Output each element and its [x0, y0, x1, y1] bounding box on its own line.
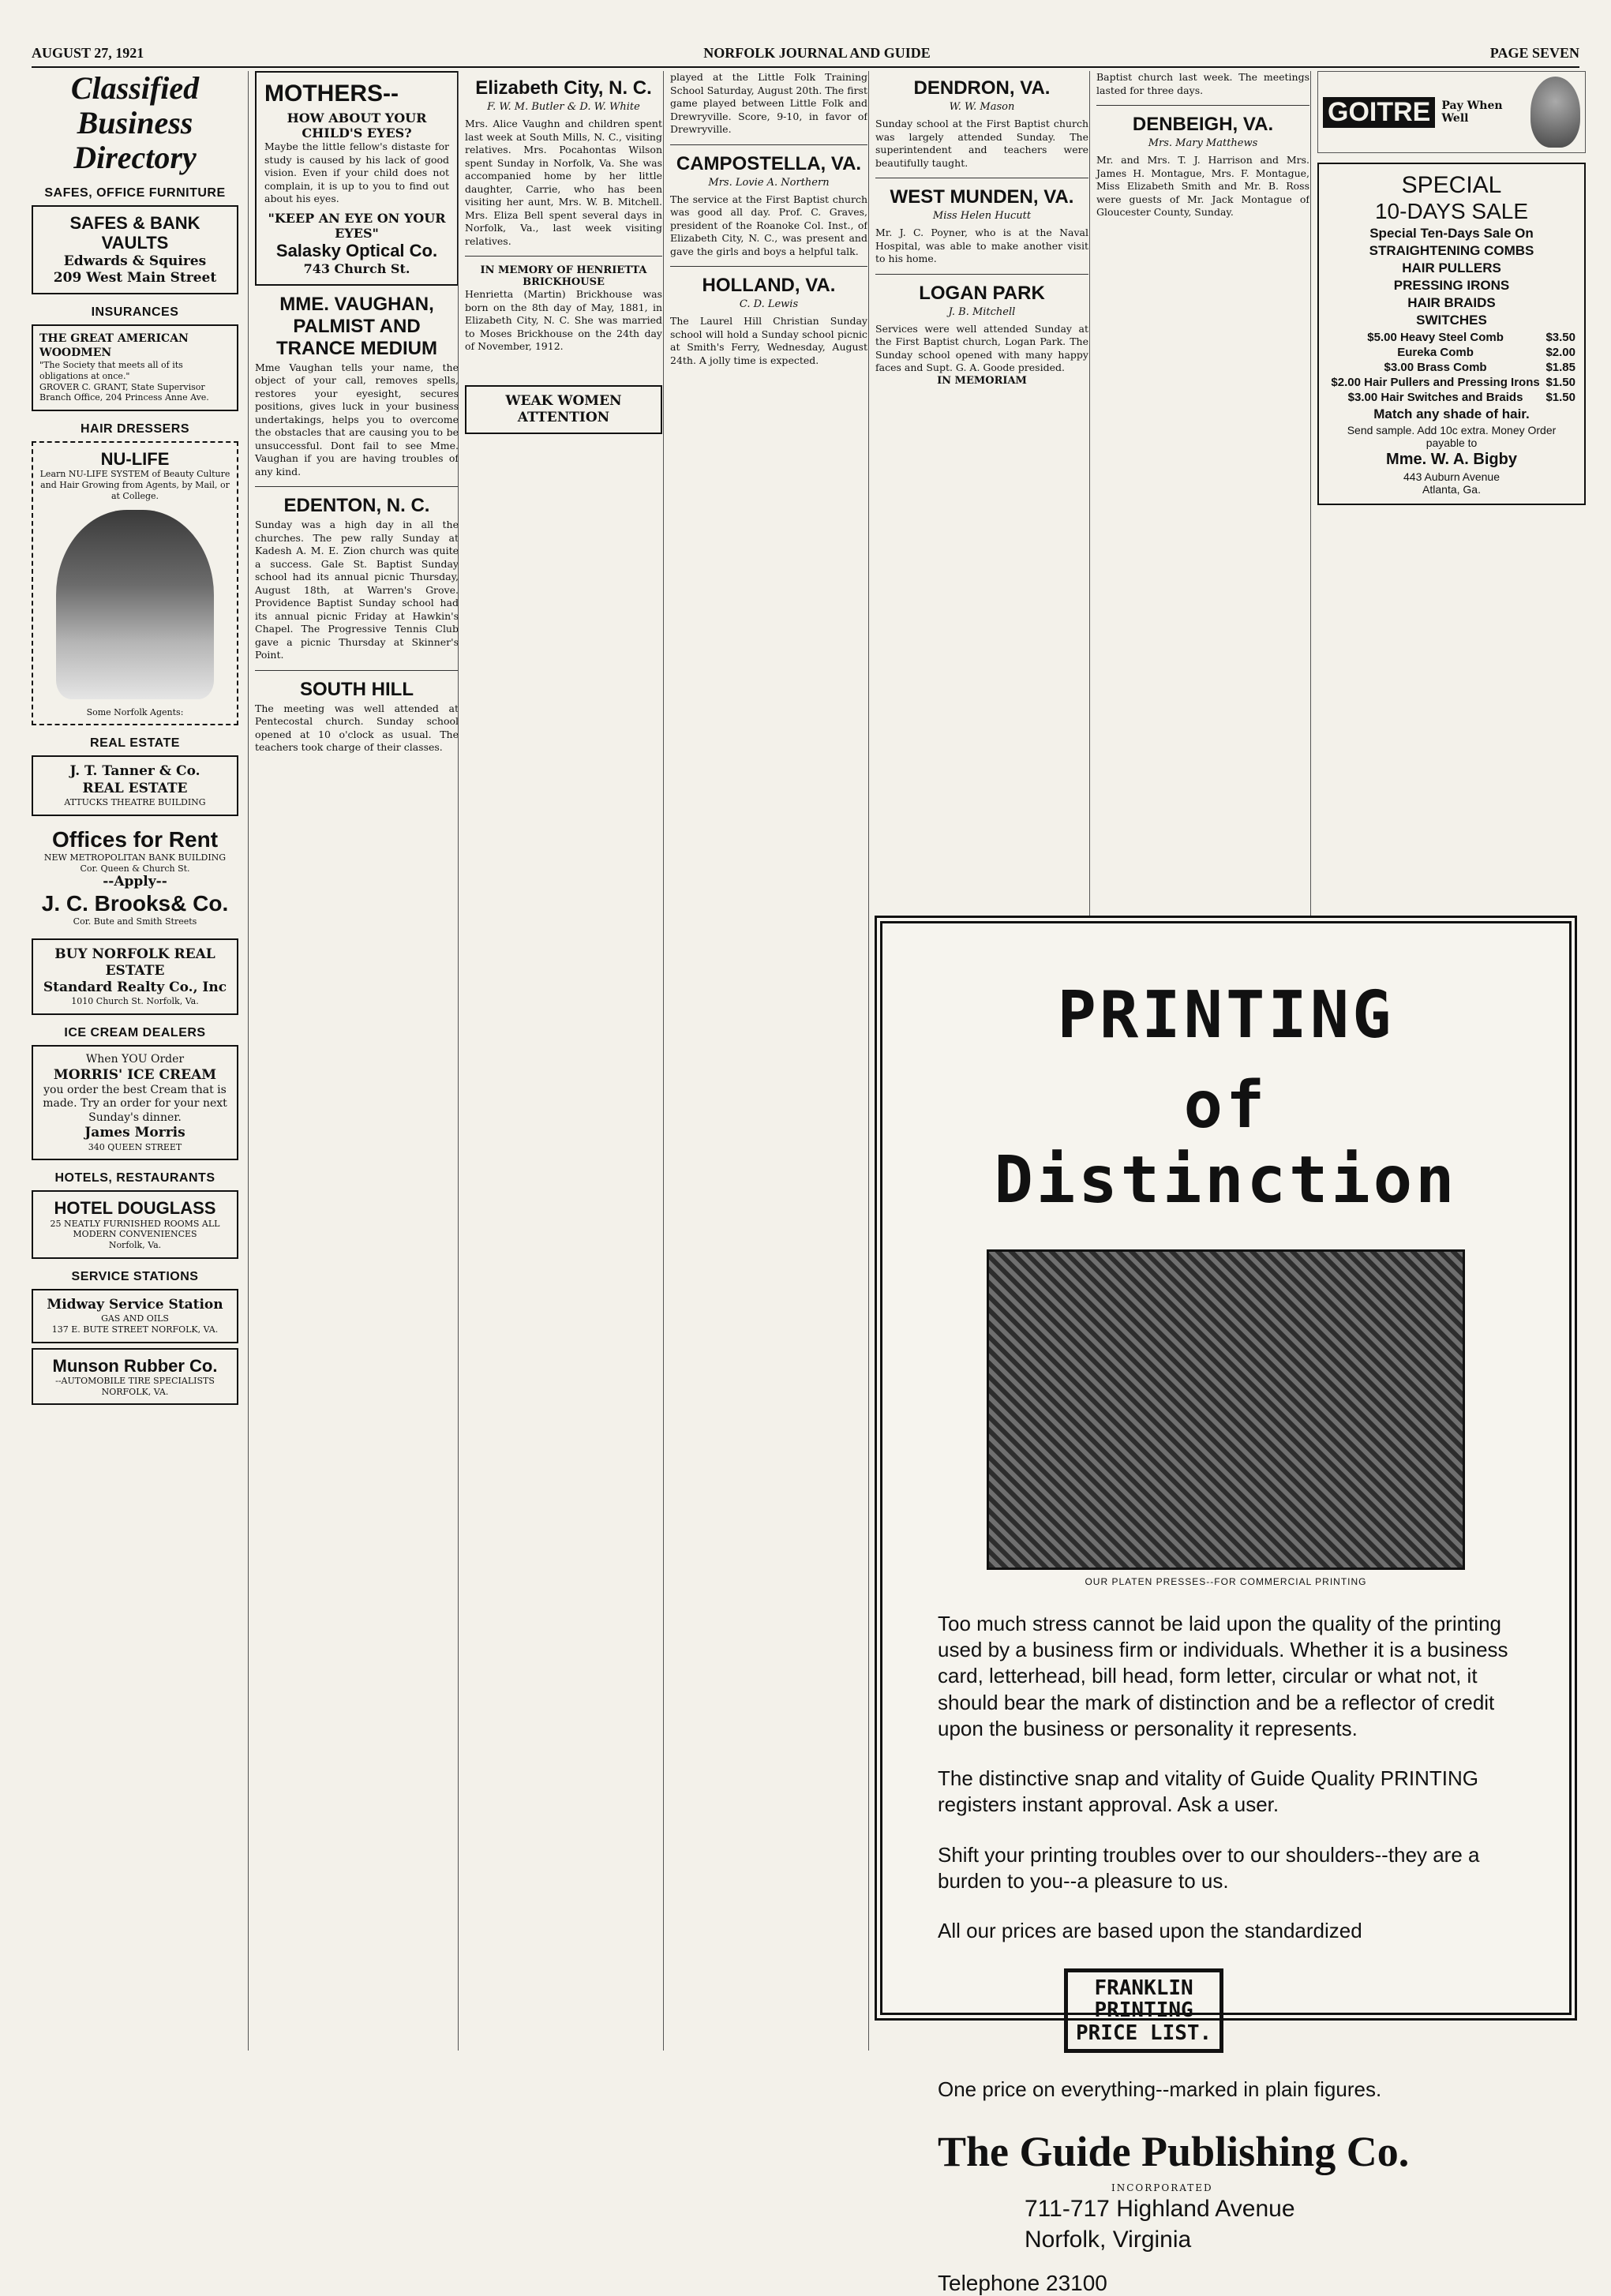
- price-row: [1327, 330, 1576, 345]
- price-value: $1.85: [1545, 361, 1575, 374]
- category-insurances: INSURANCES: [91, 305, 179, 320]
- article-body: Mr. and Mrs. T. J. Harrison and Mrs. James H. Montague, Mrs. F. Montague, Miss Elizabeth Smith and Mr. B. Ross were guests of Mr. Jack Montague of Gloucester County, Sunday.: [1096, 154, 1309, 218]
- article-body: Henrietta (Martin) Brickhouse was born on the 8th day of May, 1881, in Elizabeth City, N. C. She was married to Moses Brickhouse on the 24th day of November, 1912.: [465, 288, 662, 352]
- ad-line: Standard Realty Co., Inc: [43, 979, 227, 996]
- ad-line: 1010 Church St. Norfolk, Va.: [71, 996, 199, 1007]
- ad-line: Some Norfolk Agents:: [86, 706, 184, 717]
- ad-line: BUY NORFOLK REAL ESTATE: [54, 946, 215, 979]
- category-icecream: ICE CREAM DEALERS: [64, 1026, 206, 1040]
- divider: [1096, 105, 1309, 106]
- printing-press-photo: [987, 1249, 1465, 1570]
- divider: [465, 256, 662, 257]
- sale-line: Send sample. Add 10c extra. Money Order payable to: [1347, 424, 1557, 449]
- ad-midway: [32, 1289, 238, 1343]
- headline-dendron: DENDRON, VA.: [913, 77, 1051, 99]
- ad-title-printing: PRINTING: [1057, 978, 1395, 1053]
- ad-line: Branch Office, 204 Princess Anne Ave.: [39, 392, 209, 403]
- photo-caption: OUR PLATEN PRESSES--FOR COMMERCIAL PRINTING: [1085, 1575, 1367, 1587]
- divider: [875, 274, 1088, 275]
- ad-safes: [32, 205, 238, 294]
- article-body: Sunday school at the First Baptist church was largely attended Sunday. The superintendent and teachers were beautifully taught.: [875, 118, 1088, 169]
- company-name: The Guide Publishing Co.: [938, 2127, 1410, 2175]
- headline-holland: HOLLAND, VA.: [702, 275, 836, 296]
- memoriam-title: IN MEMORIAM: [937, 374, 1027, 387]
- ad-company: Salasky Optical Co.: [275, 240, 438, 260]
- ad-line: Cor. Queen & Church St.: [80, 863, 190, 874]
- column-6: [1089, 71, 1309, 947]
- ad-woodmen: [32, 324, 238, 411]
- price-value: $2.00: [1545, 346, 1575, 359]
- byline: C. D. Lewis: [739, 298, 799, 310]
- article-body: Mrs. Alice Vaughn and children spent last week at South Mills, N. C., visiting relatives. Mrs. Pocahontas Wilson spent Sunday in Norfolk, Va. She was accompanied home by her little daughter, Carrie, who has been visiting her aunt, Mrs. W. B. Mitchell. Mrs. Eliza Bell spent several days in Norfolk, Va., last week visiting relatives.: [465, 118, 662, 247]
- price-row: [1327, 375, 1576, 390]
- ad-line: NORFOLK, VA.: [101, 1386, 169, 1397]
- page-number: PAGE SEVEN: [1489, 44, 1579, 61]
- byline: Mrs. Lovie A. Northern: [708, 176, 830, 189]
- headline-campostella: CAMPOSTELLA, VA.: [676, 152, 862, 174]
- seller-address: 443 Auburn Avenue: [1403, 470, 1500, 483]
- article-body: The Laurel Hill Christian Sunday school will hold a Sunday school picnic at Smith's Ferry, Wednesday, August 24th. A jolly time is expected.: [670, 315, 867, 366]
- ad-title: MOTHERS--: [264, 81, 399, 107]
- category-safes: SAFES, OFFICE FURNITURE: [44, 186, 226, 200]
- sale-line: PRESSING IRONS: [1393, 278, 1510, 293]
- headline-edenton: EDENTON, N. C.: [283, 495, 430, 516]
- price-item: $2.00 Hair Pullers and Pressing Irons: [1331, 376, 1540, 389]
- price-value: $1.50: [1545, 391, 1575, 404]
- category-hotels: HOTELS, RESTAURANTS: [54, 1171, 215, 1185]
- paper-name: NORFOLK JOURNAL AND GUIDE: [703, 44, 931, 61]
- ad-line: REAL ESTATE: [82, 780, 188, 796]
- price-row: [1327, 360, 1576, 375]
- ad-line: 25 NEATLY FURNISHED ROOMS ALL MODERN CONVENIENCES: [50, 1218, 220, 1240]
- divider: [255, 670, 459, 671]
- sale-line: Match any shade of hair.: [1373, 406, 1530, 421]
- ad-line: Edwards & Squires: [63, 253, 207, 269]
- category-realestate: REAL ESTATE: [90, 736, 180, 751]
- goitre-title: GOITRE: [1323, 97, 1435, 128]
- ad-line: 209 West Main Street: [53, 269, 217, 286]
- sale-line: STRAIGHTENING COMBS: [1369, 243, 1534, 258]
- ad-line: --Apply--: [103, 874, 167, 890]
- ad-line: SAFES & BANK VAULTS: [69, 213, 200, 253]
- price-item: Eureka Comb: [1397, 346, 1474, 359]
- franklin-price-list-logo: [1064, 1968, 1223, 2054]
- price-value: $1.50: [1545, 376, 1575, 389]
- ad-line: --AUTOMOBILE TIRE SPECIALISTS: [55, 1375, 215, 1386]
- headline-vaughan: MME. VAUGHAN, PALMIST AND TRANCE MEDIUM: [276, 293, 437, 359]
- ad-paragraph: One price on everything--marked in plain figures.: [938, 2077, 1382, 2102]
- ad-line: GROVER C. GRANT, State Supervisor: [39, 381, 205, 392]
- ad-line: James Morris: [84, 1125, 185, 1141]
- sale-title: SPECIAL: [1401, 172, 1502, 198]
- article-body: Baptist church last week. The meetings lasted for three days.: [1096, 71, 1309, 96]
- ad-line: Offices for Rent: [51, 826, 219, 852]
- ad-line: Cor. Bute and Smith Streets: [73, 916, 197, 927]
- seller-name: Mme. W. A. Bigby: [1386, 451, 1517, 468]
- ad-body: Maybe the little fellow's distaste for study is caused by his lack of good vision. Even if your child does not complain, it is up to you to find out about his eyes.: [264, 140, 449, 204]
- ad-line: Munson Rubber Co.: [52, 1355, 218, 1376]
- category-service: SERVICE STATIONS: [71, 1269, 199, 1283]
- article-body: The meeting was well attended at Pentecostal church. Sunday school opened at 10 o'clock as usual. The teachers took charge of their classes.: [255, 702, 459, 753]
- ad-line: 340 QUEEN STREET: [88, 1141, 182, 1152]
- ad-address: 743 Church St.: [303, 260, 410, 276]
- ad-line: GAS AND OILS: [101, 1313, 169, 1324]
- ad-title: WEAK WOMEN ATTENTION: [505, 392, 622, 425]
- headline-logan-park: LOGAN PARK: [919, 282, 1045, 304]
- issue-date: AUGUST 27, 1921: [32, 44, 144, 61]
- column-3: [458, 71, 662, 2051]
- logo-line: PRICE LIST.: [1076, 2021, 1212, 2045]
- ad-line: HOTEL DOUGLASS: [54, 1198, 216, 1219]
- ad-douglass: [32, 1190, 238, 1259]
- ad-line: NU-LIFE: [100, 449, 170, 470]
- ad-subtitle: HOW ABOUT YOUR CHILD'S EYES?: [287, 110, 427, 140]
- logo-line: PRINTING: [1094, 1998, 1193, 2023]
- company-address: 711-717 Highland Avenue: [1025, 2195, 1295, 2222]
- byline: F. W. M. Butler & D. W. White: [487, 101, 640, 113]
- ad-goitre: [1317, 71, 1586, 153]
- category-hair: HAIR DRESSERS: [80, 422, 190, 436]
- ad-mothers: [255, 71, 459, 286]
- goitre-tagline: Pay When Well: [1441, 99, 1503, 125]
- ad-line: Norfolk, Va.: [108, 1240, 162, 1251]
- ad-line: Learn NU-LIFE SYSTEM of Beauty Culture and Hair Growing from Agents, by Mail, or at College.: [39, 469, 230, 501]
- ad-line: 137 E. BUTE STREET NORFOLK, VA.: [51, 1324, 219, 1335]
- logo-line: FRANKLIN: [1094, 1976, 1193, 2000]
- byline: Mrs. Mary Matthews: [1148, 137, 1258, 149]
- company-city: Norfolk, Virginia: [1025, 2226, 1192, 2253]
- ad-paragraph: The distinctive snap and vitality of Guide Quality PRINTING registers instant approval. Ask a user.: [938, 1766, 1478, 1817]
- ad-title-distinction: of Distinction: [994, 1068, 1458, 1218]
- ad-special-sale: [1317, 163, 1586, 505]
- ad-printing-of-distinction: [875, 916, 1577, 2295]
- article-body: played at the Little Folk Training School Saturday, August 20th. The first game played between Little Folk and Drewryville. Score, 9-10, in favor of Drewryville.: [670, 71, 867, 135]
- ad-tanner: [32, 755, 238, 815]
- sale-line: SWITCHES: [1416, 313, 1487, 328]
- ad-line: NEW METROPOLITAN BANK BUILDING: [43, 852, 227, 863]
- ad-paragraph: Shift your printing troubles over to our shoulders--they are a burden to you--a pleasure to us.: [938, 1842, 1480, 1893]
- ad-line: you order the best Cream that is made. Try an order for your next Sunday's dinner.: [43, 1083, 227, 1124]
- headline-southhill: SOUTH HILL: [300, 678, 414, 700]
- article-body: Mme Vaughan tells your name, the object of your call, removes spells, restores your eyesight, secures positions, gives luck in your business undertakings, helps you to overcome the obstacles that are causing you to be unsuccessful. Dont fail to see Mme. Vaughan if you are having troubles of any kind.: [255, 361, 459, 478]
- price-table: [1327, 330, 1576, 405]
- headline-denbeigh: DENBEIGH, VA.: [1132, 114, 1274, 135]
- ad-buy-realestate: [32, 938, 238, 1016]
- woman-illustration: [1530, 77, 1580, 148]
- price-row: [1327, 390, 1576, 405]
- ad-line: ATTUCKS THEATRE BUILDING: [64, 796, 206, 807]
- ad-paragraph: Too much stress cannot be laid upon the quality of the printing used by a business firm or individuals. Whether it is a business card, letterhead, bill head, form letter, circular or what not, it should bear the mark of distinction and be a reflector of credit upon the business or personality it represents.: [938, 1611, 1508, 1740]
- ad-morris: [32, 1045, 238, 1160]
- incorporated-label: INCORPORATED: [1111, 2182, 1213, 2193]
- ad-line: MORRIS' ICE CREAM: [53, 1066, 217, 1083]
- sale-line: Special Ten-Days Sale On: [1369, 226, 1534, 241]
- sale-line: HAIR PULLERS: [1402, 260, 1501, 275]
- directory-title: Classified Business Directory: [70, 71, 200, 175]
- byline: Miss Helen Hucutt: [932, 210, 1032, 222]
- byline: W. W. Mason: [949, 101, 1015, 113]
- masthead: [32, 39, 1579, 68]
- ad-nulife: [32, 441, 238, 725]
- ad-slogan: "KEEP AN EYE ON YOUR EYES": [268, 210, 446, 241]
- column-4: [663, 71, 867, 2051]
- ad-munson: [32, 1348, 238, 1406]
- headline-elizabeth-city: Elizabeth City, N. C.: [475, 77, 652, 99]
- headline-west-munden: WEST MUNDEN, VA.: [890, 186, 1074, 208]
- price-value: $3.50: [1545, 331, 1575, 344]
- price-item: $3.00 Brass Comb: [1384, 361, 1487, 374]
- article-body: Services were well attended Sunday at the First Baptist church, Logan Park. The Sunday school opened with many happy faces and Supt. G. A. Goode presided.: [875, 322, 1088, 373]
- price-row: [1327, 345, 1576, 360]
- column-2: [248, 71, 459, 2051]
- ad-offices: [32, 821, 238, 934]
- byline: J. B. Mitchell: [948, 305, 1016, 318]
- ad-line: THE GREAT AMERICAN WOODMEN: [39, 332, 189, 359]
- portrait-photo: [56, 510, 214, 699]
- divider: [670, 266, 867, 267]
- article-body: Mr. J. C. Poyner, who is at the Naval Hospital, was able to make another visit to his home.: [875, 227, 1088, 264]
- ad-line: J. T. Tanner & Co.: [69, 763, 200, 780]
- divider: [255, 486, 459, 487]
- ad-line: When YOU Order: [85, 1053, 185, 1066]
- divider: [670, 144, 867, 145]
- ad-weak-women: [465, 385, 662, 435]
- sale-line: HAIR BRAIDS: [1407, 295, 1496, 310]
- ad-line: "The Society that meets all of its obligations at once.": [39, 360, 183, 381]
- memory-title: IN MEMORY OF HENRIETTA BRICKHOUSE: [480, 264, 647, 288]
- sale-subtitle: 10-DAYS SALE: [1374, 199, 1529, 223]
- column-7: [1310, 71, 1586, 947]
- ad-paragraph: All our prices are based upon the standardized: [938, 1919, 1362, 1943]
- company-telephone: Telephone 23100: [938, 2270, 1107, 2295]
- article-body: The service at the First Baptist church was good all day. Prof. C. Graves, president of the Roanoke Col. Inst., of Elizabeth City, N. C., was present and gave the girls and boys a helpful talk.: [670, 193, 867, 257]
- price-item: $5.00 Heavy Steel Comb: [1367, 331, 1504, 344]
- ad-line: Midway Service Station: [47, 1296, 223, 1313]
- classified-directory: [32, 71, 238, 2051]
- article-body: Sunday was a high day in all the churches. The pew rally Sunday at Kadesh A. M. E. Zion church was quite a success. Gale St. Baptist Sunday school had its annual picnic Thursday, August 18th, at Warren's Grove. Providence Baptist Sunday school had its annual picnic Friday at Hawkin's Chapel. The Progressive Tennis Club gave a picnic Thursday at Skinner's Point.: [255, 519, 459, 661]
- price-item: $3.00 Hair Switches and Braids: [1347, 391, 1523, 404]
- ad-line: J. C. Brooks& Co.: [41, 890, 229, 916]
- seller-city: Atlanta, Ga.: [1422, 483, 1481, 496]
